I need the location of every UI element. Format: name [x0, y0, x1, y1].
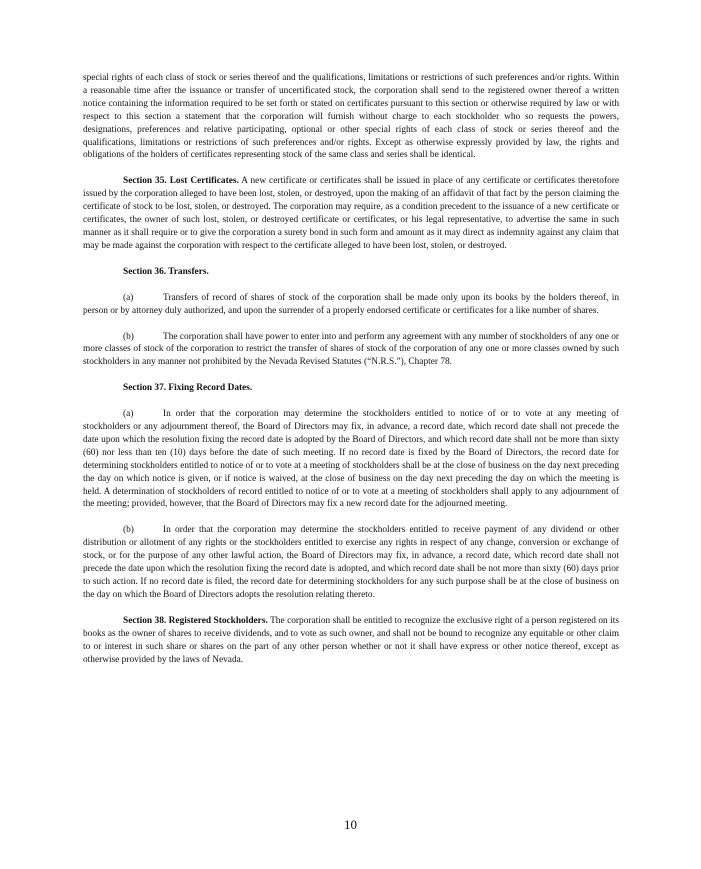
page-number: 10 [344, 817, 357, 832]
section-36-a-paragraph [83, 292, 619, 318]
section-35-title: Section 35. Lost Certificates. [123, 176, 239, 187]
section-36-b-paragraph [83, 331, 619, 370]
section-37-b-label: (b) [123, 525, 134, 536]
section-37-title: Section 37. Fixing Record Dates. [123, 383, 253, 394]
section-36-a-body: Transfers of record of shares of stock of the corporation shall be made only upon its books by the holders thereof, in person or by attorney duly authorized, and upon the surrender of a properly endorsed certificate or certificates for a like number of shares. [83, 292, 619, 316]
section-38-title: Section 38. Registered Stockholders. [123, 615, 268, 626]
section-36-title: Section 36. Transfers. [123, 266, 209, 277]
section-37-a-label: (a) [123, 409, 134, 420]
section-37-a-paragraph [83, 408, 619, 511]
section-37-b-paragraph [83, 524, 619, 601]
section-35-body: A new certificate or certificates shall be issued in place of any certificate or certificates theretofore issued by the corporation alleged to have been lost, stolen, or destroyed, upon the making of an affidavit of that fact by the person claiming the certificate of stock to be lost, stolen, or destroyed. The corporation may require, as a condition precedent to the issuance of a new certificate or certificates, the owner of such lost, stolen, or destroyed certificate or certificates, or his legal representative, to advertise the same in such manner as it shall require or to give the corporation a surety bond in such form and amount as it may direct as indemnity against any claim that may be made against the corporation with respect to the certificate alleged to have been lost, stolen, or destroyed. [83, 176, 619, 251]
section-38-body: The corporation shall be entitled to recognize the exclusive right of a person registered on its books as the owner of shares to receive dividends, and to vote as such owner, and shall not be bound to recognize any equitable or other claim to or interest in such share or shares on the part of any other person whether or not it shall have express or other notice thereof, except as otherwise provided by the laws of Nevada. [83, 615, 619, 665]
section-36-b-label: (b) [123, 331, 134, 342]
section-37-a-body: In order that the corporation may determine the stockholders entitled to notice of or to vote at any meeting of stockholders or any adjournment thereof, the Board of Directors may fix, in advance, a record date, which record date shall not precede the date upon which the resolution fixing the record date is adopted by the Board of Directors, and which record date shall not be more than sixty (60) nor less than ten (10) days before the date of such meeting. If no record date is fixed by the Board of Directors, the record date for determining stockholders entitled to notice of or to vote at a meeting of stockholders shall be at the close of business on the day next preceding the day on which notice is given, or if notice is waived, at the close of business on the day next preceding the day on which the meeting is held. A determination of stockholders of record entitled to notice of or to vote at a meeting of stockholders shall apply to any adjournment of the meeting; provided, however, that the Board of Directors may fix a new record date for the adjourned meeting. [83, 409, 619, 510]
section-36-a-label: (a) [123, 292, 134, 303]
section-37-b-body: In order that the corporation may determine the stockholders entitled to receive payment of any dividend or other distribution or allotment of any rights or the stockholders entitled to exercise any rights in respect of any change, conversion or exchange of stock, or for the purpose of any other lawful action, the Board of Directors may fix, in advance, a record date, which record date shall not precede the date upon which the resolution fixing the record date is adopted, and which record date shall be not more than sixty (60) days prior to such action. If no record date is filed, the record date for determining stockholders for any such purpose shall be at the close of business on the day on which the Board of Directors adopts the resolution relating thereto. [83, 525, 619, 600]
section-36-b-body: The corporation shall have power to enter into and perform any agreement with any number of stockholders of any one or more classes of stock of the corporation to restrict the transfer of shares of stock of the corporation of any one or more classes owned by such stockholders in any manner not prohibited by the Nevada Revised Statutes (“N.R.S.”), Chapter 78. [83, 331, 619, 368]
section-34-continuation: special rights of each class of stock or series thereof and the qualifications, limitations or restrictions of such preferences and/or rights. Within a reasonable time after the issuance or transfer of uncertificated stock, the corporation shall send to the registered owner thereof a written notice containing the information required to be set forth or stated on certificates pursuant to this section or otherwise required by law or with respect to this section a statement that the corporation will furnish without charge to each stockholder who so requests the powers, designations, preferences and relative participating, optional or other special rights of each class of stock or series thereof and the qualifications, limitations or restrictions of such preferences and/or rights. Except as otherwise expressly provided by law, the rights and obligations of the holders of certificates representing stock of the same class and series shall be identical. [83, 73, 619, 161]
document-page [83, 72, 619, 679]
section-38-paragraph [83, 615, 619, 667]
section-35-paragraph [83, 175, 619, 252]
